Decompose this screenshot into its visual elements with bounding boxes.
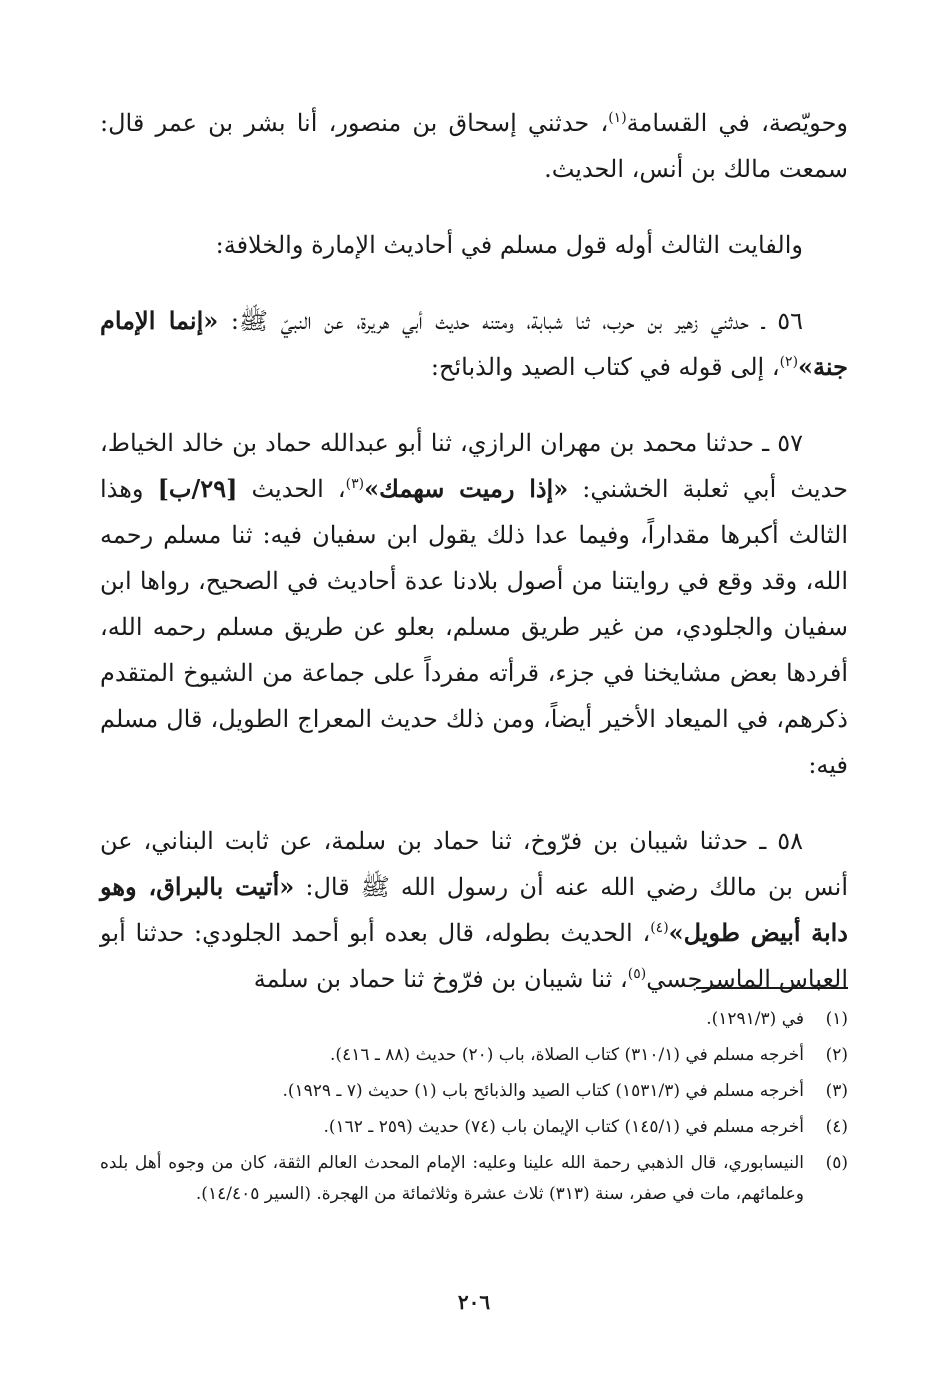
footnote-divider <box>696 987 848 989</box>
footnote-3 <box>100 1076 848 1107</box>
paragraph-text: ، ثنا شيبان بن فرّوخ ثنا حماد بن سلمة <box>253 965 628 993</box>
footnote-mark: (١) <box>825 1009 848 1029</box>
footnote-text: النيسابوري، قال الذهبي رحمة الله علينا وعليه: الإمام المحدث العالم الثقة، كان من وجوه أهل بلده وعلمائهم، مات في صفر، سنة (٣١٣) ثلاث عشرة وثلاثمائة من الهجرة. (السير ١٤/٤٠٥). <box>100 1153 804 1204</box>
hadith-58 <box>100 818 848 1002</box>
footnote-mark: (٥) <box>825 1153 848 1173</box>
paragraph-text: وحويّصة، في القسامة <box>626 109 849 137</box>
footnote-text: أخرجه مسلم في (١٤٥/١) كتاب الإيمان باب (٧٤) حديث (٢٥٩ ـ ١٦٢). <box>323 1117 804 1137</box>
hadith-56 <box>100 298 848 390</box>
paragraph-text: وهذا الثالث أكبرها مقداراً، وفيما عدا ذلك يقول ابن سفيان فيه: ثنا مسلم رحمه الله، وقد وقع في روايتنا من أصول بلادنا عدة أحاديث في الصحيح، رواها ابن سفيان والجلودي، من غير طريق مسلم، بعلو عن طريق مسلم رحمه الله، أفردها بعض مشايخنا في جزء، قرأته مفرداً على جماعة من الشيوخ المتقدم ذكرهم، في الميعاد الأخير أيضاً، ومن ذلك حديث المعراج الطويل، قال مسلم فيه: <box>100 475 848 779</box>
hadith-quote: «إنما الإمام جنة» <box>100 306 848 381</box>
footnote-mark: (٣) <box>825 1081 848 1101</box>
footnote-text: أخرجه مسلم في (١٥٣١/٣) كتاب الصيد والذبائح باب (١) حديث (٧ ـ ١٩٢٩). <box>282 1081 804 1101</box>
paragraph-text: والفايت الثالث أوله قول مسلم في أحاديث الإمارة والخلافة: <box>215 231 803 259</box>
hadith-number: ٥٦ <box>777 307 803 335</box>
hadith-quote: «أتيت بالبراق، وهو دابة أبيض طويل» <box>100 872 848 947</box>
footnote-1 <box>100 1004 848 1035</box>
footnote-ref-2[interactable]: (٢) <box>779 354 799 370</box>
paragraph-text: ـ حدثني زهير بن حرب، ثنا شبابة، ومتنه حديث أبي هريرة، عن النبيّ ﷺ: <box>218 307 778 335</box>
footnote-ref-5[interactable]: (٥) <box>627 966 647 982</box>
hadith-57 <box>100 420 848 788</box>
footnote-2 <box>100 1040 848 1071</box>
hadith-quote: «إذا رميت سهمك» <box>364 474 569 503</box>
footnote-ref-3[interactable]: (٣) <box>345 476 365 492</box>
footnote-text: أخرجه مسلم في (٣١٠/١) كتاب الصلاة، باب (٢٠) حديث (٨٨ ـ ٤١٦). <box>330 1045 804 1065</box>
footnote-mark: (٢) <box>825 1045 848 1065</box>
footnote-4 <box>100 1112 848 1143</box>
paragraph-text: ، الحديث بطوله، قال بعده أبو أحمد الجلودي: حدثنا أبو العباس الماسرجسي <box>100 919 848 993</box>
hadith-number: ٥٧ <box>777 429 803 457</box>
paragraph-text: ، إلى قوله في كتاب الصيد والذبائح: <box>430 353 780 381</box>
paragraph-text: ، حدثني إسحاق بن منصور، أنا بشر بن عمر قال: سمعت مالك بن أنس، الحديث. <box>100 109 848 183</box>
footnote-ref-4[interactable]: (٤) <box>650 920 669 936</box>
paragraph-text: ـ حدثنا شيبان بن فرّوخ، ثنا حماد بن سلمة، عن ثابت البناني، عن أنس بن مالك رضي الله عنه أن رسول الله ﷺ قال: <box>100 827 848 901</box>
hadith-number: ٥٨ <box>777 827 803 855</box>
footnote-5 <box>100 1148 848 1210</box>
footnote-ref-1[interactable]: (١) <box>608 110 627 126</box>
main-text <box>100 100 848 1002</box>
paragraph-text: ، الحديث <box>237 475 346 503</box>
footnote-text: في (١٢٩١/٣). <box>706 1009 804 1029</box>
footnote-mark: (٤) <box>825 1117 848 1137</box>
page-number: ٢٠٦ <box>457 1290 491 1314</box>
footnotes <box>100 1004 848 1215</box>
paragraph-text: ـ حدثنا محمد بن مهران الرازي، ثنا أبو عبدالله حماد بن خالد الخياط، حديث أبي ثعلبة الخشني: <box>100 429 849 503</box>
paragraph-2 <box>100 222 848 268</box>
folio-marker: [٢٩/ب] <box>157 474 238 503</box>
paragraph-1 <box>100 100 848 192</box>
